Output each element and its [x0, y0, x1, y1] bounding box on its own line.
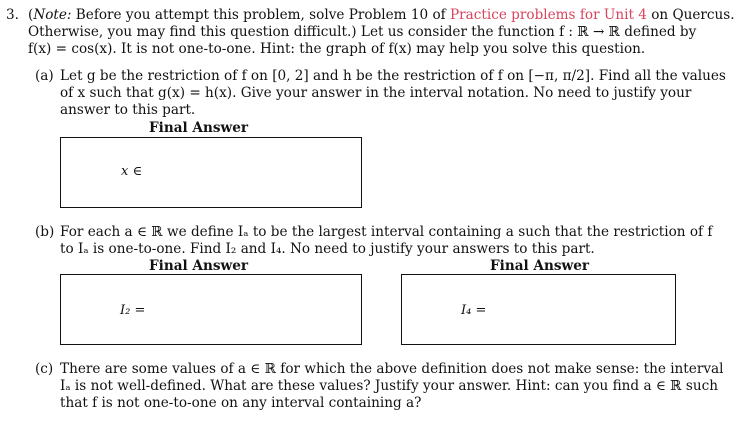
part-b-label: (b) [35, 224, 55, 240]
question-intro-line-1 [28, 7, 735, 23]
part-c-line-3: that f is not one-to-one on any interval containing a? [60, 395, 422, 411]
note-label: Note: [33, 7, 72, 23]
part-b-line-1: For each a ∈ ℝ we define Iₐ to be the largest interval containing a such that the restriction of f [60, 224, 713, 240]
part-c-line-2: Iₐ is not well-defined. What are these values? Justify your answer. Hint: can you find a ∈ ℝ such [60, 378, 718, 394]
part-a-line-3: answer to this part. [60, 102, 196, 118]
question-intro-line-3: f(x) = cos(x). It is not one-to-one. Hint: the graph of f(x) may help you solve this question. [28, 41, 646, 57]
practice-problems-link[interactable]: Practice problems for Unit 4 [450, 7, 647, 23]
part-a-box-label: x ∈ [121, 164, 143, 179]
part-c-label: (c) [35, 361, 54, 377]
part-b-left-answer-box[interactable] [60, 274, 362, 345]
intro-text-b: on Quercus. [646, 7, 735, 23]
part-a-label: (a) [35, 68, 54, 84]
open-paren: ( [28, 7, 34, 23]
part-b-right-box-label: I₄ = [461, 303, 487, 318]
intro-text-a: Before you attempt this problem, solve Problem 10 of [71, 7, 451, 23]
part-a-final-answer-heading: Final Answer [149, 120, 248, 136]
part-b-final-answer-right-heading: Final Answer [490, 258, 589, 274]
part-a-line-2: of x such that g(x) = h(x). Give your answer in the interval notation. No need to justify your [60, 85, 692, 101]
part-b-line-2: to Iₐ is one-to-one. Find I₂ and I₄. No need to justify your answers to this part. [60, 241, 595, 257]
part-a-answer-box[interactable] [60, 137, 362, 208]
part-b-left-box-label: I₂ = [120, 303, 146, 318]
part-c-line-1: There are some values of a ∈ ℝ for which the above definition does not make sense: the interval [60, 361, 724, 377]
part-b-right-answer-box[interactable] [401, 274, 676, 345]
part-a-line-1: Let g be the restriction of f on [0, 2] and h be the restriction of f on [−π, π/2]. Find all the values [60, 68, 726, 84]
question-intro-line-2: Otherwise, you may find this question difficult.) Let us consider the function f : ℝ → ℝ defined by [28, 24, 697, 40]
part-b-final-answer-left-heading: Final Answer [149, 258, 248, 274]
question-number: 3. [6, 7, 19, 23]
